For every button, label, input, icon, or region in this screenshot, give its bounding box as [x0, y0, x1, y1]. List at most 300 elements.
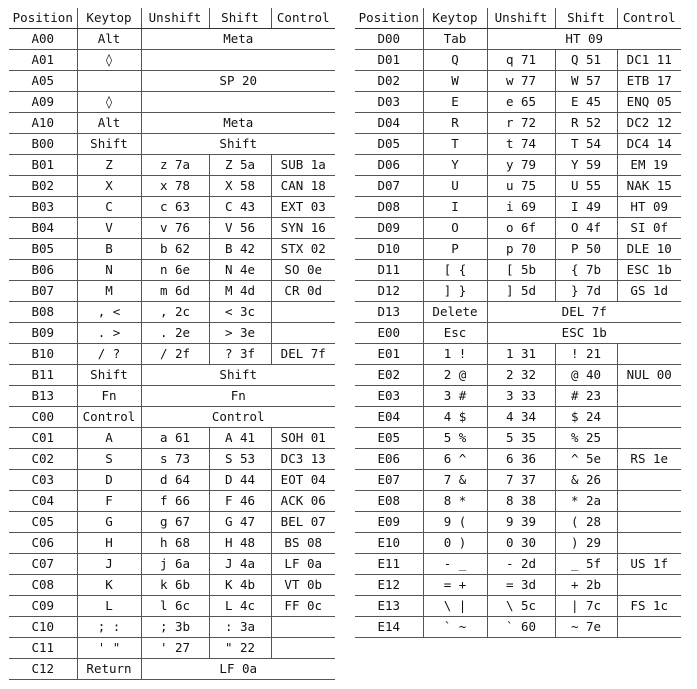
keytop-cell: 2 @ [423, 365, 487, 386]
shift-cell: C 43 [209, 197, 271, 218]
shift-cell: " 22 [209, 638, 271, 659]
control-cell: RS 1e [617, 449, 681, 470]
keytop-cell: 1 ! [423, 344, 487, 365]
position-cell: D04 [355, 113, 423, 134]
unshift-cell: \ 5c [487, 596, 555, 617]
keymap-body-left [9, 29, 335, 680]
merged-value-cell: Shift [141, 134, 335, 155]
shift-cell: H 48 [209, 533, 271, 554]
control-cell: SI 0f [617, 218, 681, 239]
keytop-cell: Y [423, 155, 487, 176]
table-row [9, 50, 335, 71]
table-row [355, 92, 681, 113]
table-row [9, 617, 335, 638]
table-row [9, 344, 335, 365]
keytop-cell: 5 % [423, 428, 487, 449]
table-row [9, 512, 335, 533]
position-cell: B00 [9, 134, 77, 155]
control-cell [271, 323, 335, 344]
keytop-cell: J [77, 554, 141, 575]
shift-cell: G 47 [209, 512, 271, 533]
keytop-cell: K [77, 575, 141, 596]
unshift-cell: n 6e [141, 260, 209, 281]
control-cell [617, 491, 681, 512]
shift-cell: F 46 [209, 491, 271, 512]
keytop-cell: . > [77, 323, 141, 344]
keytop-cell: Shift [77, 134, 141, 155]
table-row [355, 365, 681, 386]
position-cell: D10 [355, 239, 423, 260]
shift-cell: B 42 [209, 239, 271, 260]
merged-value-cell: Meta [141, 113, 335, 134]
shift-cell: ^ 5e [555, 449, 617, 470]
table-row [355, 239, 681, 260]
unshift-cell: h 68 [141, 533, 209, 554]
keytop-cell: R [423, 113, 487, 134]
table-row [9, 638, 335, 659]
merged-value-cell: LF 0a [141, 659, 335, 680]
position-cell: B06 [9, 260, 77, 281]
table-row [355, 134, 681, 155]
keytop-cell: 0 ) [423, 533, 487, 554]
table-row [9, 407, 335, 428]
unshift-cell: 1 31 [487, 344, 555, 365]
keytop-cell: M [77, 281, 141, 302]
control-cell: FF 0c [271, 596, 335, 617]
position-cell: B02 [9, 176, 77, 197]
unshift-cell: c 63 [141, 197, 209, 218]
table-row [355, 50, 681, 71]
table-row [9, 491, 335, 512]
unshift-cell: p 70 [487, 239, 555, 260]
shift-cell: M 4d [209, 281, 271, 302]
position-cell: D09 [355, 218, 423, 239]
control-cell [617, 407, 681, 428]
keytop-cell: ; : [77, 617, 141, 638]
position-cell: C05 [9, 512, 77, 533]
table-row [355, 533, 681, 554]
position-cell: C01 [9, 428, 77, 449]
keytop-cell: Control [77, 407, 141, 428]
keytop-cell: / ? [77, 344, 141, 365]
position-cell: E05 [355, 428, 423, 449]
shift-cell: ! 21 [555, 344, 617, 365]
table-row [9, 596, 335, 617]
merged-value-cell [141, 92, 335, 113]
shift-cell: } 7d [555, 281, 617, 302]
unshift-cell: b 62 [141, 239, 209, 260]
unshift-cell: 4 34 [487, 407, 555, 428]
position-cell: E06 [355, 449, 423, 470]
unshift-cell: 9 39 [487, 512, 555, 533]
merged-value-cell: Fn [141, 386, 335, 407]
position-cell: E04 [355, 407, 423, 428]
position-cell: A10 [9, 113, 77, 134]
unshift-cell: 2 32 [487, 365, 555, 386]
position-cell: D07 [355, 176, 423, 197]
shift-cell: V 56 [209, 218, 271, 239]
position-cell: C07 [9, 554, 77, 575]
table-row [9, 533, 335, 554]
keytop-cell: F [77, 491, 141, 512]
table-row [9, 281, 335, 302]
header-row [355, 8, 681, 29]
shift-cell: ~ 7e [555, 617, 617, 638]
position-cell: E07 [355, 470, 423, 491]
control-cell: BS 08 [271, 533, 335, 554]
keytop-cell: L [77, 596, 141, 617]
shift-cell: : 3a [209, 617, 271, 638]
unshift-cell: 7 37 [487, 470, 555, 491]
position-cell: A05 [9, 71, 77, 92]
position-cell: B01 [9, 155, 77, 176]
table-row [9, 92, 335, 113]
unshift-cell: e 65 [487, 92, 555, 113]
keymap-table-left [9, 8, 335, 680]
position-cell: E02 [355, 365, 423, 386]
control-cell: US 1f [617, 554, 681, 575]
shift-cell: Z 5a [209, 155, 271, 176]
merged-value-cell: HT 09 [487, 29, 681, 50]
control-cell: GS 1d [617, 281, 681, 302]
position-cell: B08 [9, 302, 77, 323]
position-cell: A09 [9, 92, 77, 113]
control-cell: BEL 07 [271, 512, 335, 533]
merged-value-cell: DEL 7f [487, 302, 681, 323]
shift-cell: P 50 [555, 239, 617, 260]
position-cell: D01 [355, 50, 423, 71]
control-cell: EM 19 [617, 155, 681, 176]
keytop-cell: ' " [77, 638, 141, 659]
unshift-cell: i 69 [487, 197, 555, 218]
unshift-cell: z 7a [141, 155, 209, 176]
position-cell: E12 [355, 575, 423, 596]
keytop-cell: P [423, 239, 487, 260]
keytop-cell: W [423, 71, 487, 92]
table-row [9, 554, 335, 575]
header-unshift: Unshift [141, 8, 209, 29]
unshift-cell: 6 36 [487, 449, 555, 470]
position-cell: C11 [9, 638, 77, 659]
table-row [9, 155, 335, 176]
unshift-cell: ` 60 [487, 617, 555, 638]
keytop-cell: 9 ( [423, 512, 487, 533]
keytop-cell: O [423, 218, 487, 239]
unshift-cell: w 77 [487, 71, 555, 92]
position-cell: E10 [355, 533, 423, 554]
keytop-cell: ◊ [77, 50, 141, 71]
shift-cell: _ 5f [555, 554, 617, 575]
position-cell: A00 [9, 29, 77, 50]
unshift-cell: t 74 [487, 134, 555, 155]
merged-value-cell: Control [141, 407, 335, 428]
unshift-cell: x 78 [141, 176, 209, 197]
header-keytop: Keytop [77, 8, 141, 29]
position-cell: E03 [355, 386, 423, 407]
keytop-cell: N [77, 260, 141, 281]
unshift-cell: d 64 [141, 470, 209, 491]
table-row [9, 449, 335, 470]
table-row [9, 239, 335, 260]
table-row [9, 113, 335, 134]
control-cell [617, 533, 681, 554]
control-cell: LF 0a [271, 554, 335, 575]
keymap-body-right [355, 29, 681, 638]
table-row [9, 428, 335, 449]
keytop-cell: 3 # [423, 386, 487, 407]
unshift-cell: g 67 [141, 512, 209, 533]
unshift-cell: - 2d [487, 554, 555, 575]
table-row [355, 197, 681, 218]
control-cell: DC4 14 [617, 134, 681, 155]
table-row [355, 71, 681, 92]
header-unshift: Unshift [487, 8, 555, 29]
unshift-cell: a 61 [141, 428, 209, 449]
control-cell: HT 09 [617, 197, 681, 218]
unshift-cell: m 6d [141, 281, 209, 302]
position-cell: C12 [9, 659, 77, 680]
position-cell: B13 [9, 386, 77, 407]
keytop-cell: Alt [77, 113, 141, 134]
position-cell: E08 [355, 491, 423, 512]
control-cell: ENQ 05 [617, 92, 681, 113]
keytop-cell: 8 * [423, 491, 487, 512]
control-cell [617, 617, 681, 638]
position-cell: C02 [9, 449, 77, 470]
control-cell: EOT 04 [271, 470, 335, 491]
control-cell: DLE 10 [617, 239, 681, 260]
control-cell: SOH 01 [271, 428, 335, 449]
keytop-cell: [ { [423, 260, 487, 281]
position-cell: E13 [355, 596, 423, 617]
merged-value-cell: ESC 1b [487, 323, 681, 344]
shift-cell: A 41 [209, 428, 271, 449]
shift-cell: T 54 [555, 134, 617, 155]
unshift-cell: s 73 [141, 449, 209, 470]
table-row [355, 491, 681, 512]
control-cell [617, 512, 681, 533]
header-shift: Shift [209, 8, 271, 29]
keytop-cell: Esc [423, 323, 487, 344]
position-cell: C03 [9, 470, 77, 491]
control-cell [617, 575, 681, 596]
keytop-cell: Return [77, 659, 141, 680]
table-row [9, 134, 335, 155]
keytop-cell: \ | [423, 596, 487, 617]
position-cell: B03 [9, 197, 77, 218]
table-row [9, 218, 335, 239]
table-row [355, 29, 681, 50]
position-cell: D13 [355, 302, 423, 323]
shift-cell: D 44 [209, 470, 271, 491]
table-row [355, 512, 681, 533]
shift-cell: U 55 [555, 176, 617, 197]
unshift-cell: u 75 [487, 176, 555, 197]
keytop-cell: A [77, 428, 141, 449]
control-cell: EXT 03 [271, 197, 335, 218]
control-cell [271, 302, 335, 323]
unshift-cell: k 6b [141, 575, 209, 596]
header-position: Position [355, 8, 423, 29]
keytop-cell: C [77, 197, 141, 218]
position-cell: D00 [355, 29, 423, 50]
control-cell [617, 344, 681, 365]
control-cell: ESC 1b [617, 260, 681, 281]
table-row [9, 659, 335, 680]
table-row [355, 470, 681, 491]
shift-cell: + 2b [555, 575, 617, 596]
control-cell: DC3 13 [271, 449, 335, 470]
keytop-cell: Shift [77, 365, 141, 386]
unshift-cell: 5 35 [487, 428, 555, 449]
control-cell: SO 0e [271, 260, 335, 281]
keytop-cell: B [77, 239, 141, 260]
table-row [9, 71, 335, 92]
table-row [355, 323, 681, 344]
control-cell: NAK 15 [617, 176, 681, 197]
unshift-cell: v 76 [141, 218, 209, 239]
unshift-cell: 0 30 [487, 533, 555, 554]
shift-cell: O 4f [555, 218, 617, 239]
table-row [9, 365, 335, 386]
keytop-cell: I [423, 197, 487, 218]
position-cell: C08 [9, 575, 77, 596]
position-cell: E00 [355, 323, 423, 344]
shift-cell: > 3e [209, 323, 271, 344]
shift-cell: * 2a [555, 491, 617, 512]
control-cell: NUL 00 [617, 365, 681, 386]
keytop-cell: Delete [423, 302, 487, 323]
position-cell: C00 [9, 407, 77, 428]
unshift-cell: o 6f [487, 218, 555, 239]
table-row [9, 323, 335, 344]
header-control: Control [617, 8, 681, 29]
control-cell: FS 1c [617, 596, 681, 617]
table-row [355, 617, 681, 638]
table-row [355, 260, 681, 281]
position-cell: C04 [9, 491, 77, 512]
position-cell: E11 [355, 554, 423, 575]
position-cell: D03 [355, 92, 423, 113]
shift-cell: K 4b [209, 575, 271, 596]
merged-value-cell: Shift [141, 365, 335, 386]
keytop-cell: - _ [423, 554, 487, 575]
table-row [9, 575, 335, 596]
position-cell: B05 [9, 239, 77, 260]
keytop-cell: ◊ [77, 92, 141, 113]
keytop-cell: 4 $ [423, 407, 487, 428]
keytop-cell: 6 ^ [423, 449, 487, 470]
table-row [355, 386, 681, 407]
table-row [9, 470, 335, 491]
keytop-cell: V [77, 218, 141, 239]
shift-cell: X 58 [209, 176, 271, 197]
keytop-cell: Alt [77, 29, 141, 50]
keytop-cell: E [423, 92, 487, 113]
table-row [9, 302, 335, 323]
shift-cell: Q 51 [555, 50, 617, 71]
unshift-cell: q 71 [487, 50, 555, 71]
shift-cell: % 25 [555, 428, 617, 449]
shift-cell: { 7b [555, 260, 617, 281]
control-cell: VT 0b [271, 575, 335, 596]
shift-cell: # 23 [555, 386, 617, 407]
keytop-cell: ` ~ [423, 617, 487, 638]
table-row [355, 113, 681, 134]
merged-value-cell: SP 20 [141, 71, 335, 92]
table-row [355, 218, 681, 239]
table-row [9, 29, 335, 50]
keytop-cell: Tab [423, 29, 487, 50]
table-row [355, 281, 681, 302]
control-cell: ETB 17 [617, 71, 681, 92]
keytop-cell: D [77, 470, 141, 491]
table-row [9, 197, 335, 218]
keytop-cell: Q [423, 50, 487, 71]
control-cell: CR 0d [271, 281, 335, 302]
control-cell [271, 638, 335, 659]
merged-value-cell: Meta [141, 29, 335, 50]
position-cell: B11 [9, 365, 77, 386]
keytop-cell: Z [77, 155, 141, 176]
header-row [9, 8, 335, 29]
keytop-cell: X [77, 176, 141, 197]
position-cell: D05 [355, 134, 423, 155]
position-cell: D11 [355, 260, 423, 281]
control-cell: DEL 7f [271, 344, 335, 365]
shift-cell: N 4e [209, 260, 271, 281]
control-cell [617, 470, 681, 491]
shift-cell: I 49 [555, 197, 617, 218]
unshift-cell: , 2c [141, 302, 209, 323]
control-cell: STX 02 [271, 239, 335, 260]
unshift-cell: l 6c [141, 596, 209, 617]
keytop-cell: ] } [423, 281, 487, 302]
table-row [355, 596, 681, 617]
control-cell [617, 386, 681, 407]
control-cell [271, 617, 335, 638]
table-row [355, 407, 681, 428]
keytop-cell: 7 & [423, 470, 487, 491]
keytop-cell [77, 71, 141, 92]
shift-cell: < 3c [209, 302, 271, 323]
shift-cell: Y 59 [555, 155, 617, 176]
control-cell: DC2 12 [617, 113, 681, 134]
shift-cell: L 4c [209, 596, 271, 617]
table-row [355, 302, 681, 323]
unshift-cell: f 66 [141, 491, 209, 512]
shift-cell: S 53 [209, 449, 271, 470]
control-cell: DC1 11 [617, 50, 681, 71]
table-row [355, 554, 681, 575]
unshift-cell: y 79 [487, 155, 555, 176]
unshift-cell: = 3d [487, 575, 555, 596]
position-cell: B09 [9, 323, 77, 344]
table-row [9, 386, 335, 407]
shift-cell: ) 29 [555, 533, 617, 554]
position-cell: D06 [355, 155, 423, 176]
keytop-cell: H [77, 533, 141, 554]
header-position: Position [9, 8, 77, 29]
position-cell: C10 [9, 617, 77, 638]
unshift-cell: 3 33 [487, 386, 555, 407]
unshift-cell: . 2e [141, 323, 209, 344]
shift-cell: E 45 [555, 92, 617, 113]
position-cell: A01 [9, 50, 77, 71]
position-cell: B07 [9, 281, 77, 302]
control-cell: CAN 18 [271, 176, 335, 197]
keytop-cell: , < [77, 302, 141, 323]
